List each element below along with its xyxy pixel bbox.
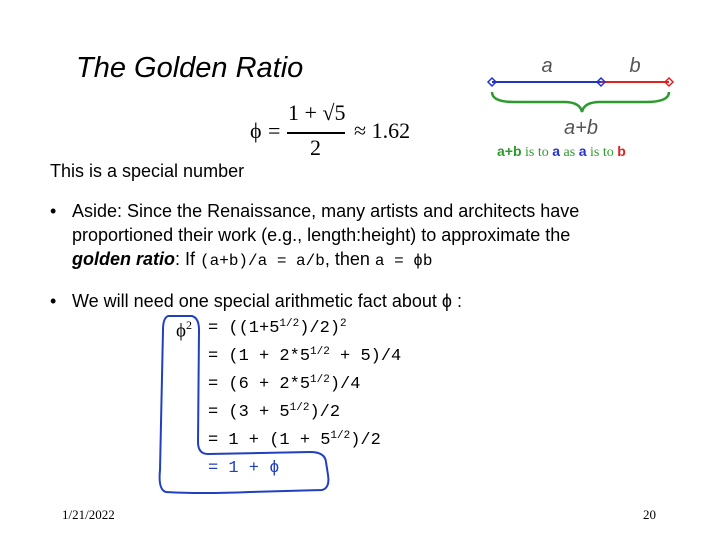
derivation-line: = $(6 + 2*5^{1/2})/4$ xyxy=(208,374,361,394)
caption-is-to: is to xyxy=(521,145,553,160)
intro-text: This is a special number xyxy=(50,161,245,181)
footer-date: 1/21/2022 xyxy=(62,507,115,522)
formula-numerator: 1 + √5 xyxy=(288,100,346,125)
derivation-final-line: = 1 + ϕ xyxy=(208,459,280,478)
bullet-line-1: Aside: Since the Renaissance, many artists and architects have xyxy=(72,201,580,221)
derivation-line: = $1 + (1 + 5^{1/2})/2$ xyxy=(208,430,381,450)
caption-is-to-2: is to xyxy=(586,145,618,160)
bullet-marker: • xyxy=(50,201,57,221)
code-ratio: (a+b)/a = a/b xyxy=(200,252,325,270)
footer-page-number: 20 xyxy=(643,507,656,522)
formula-equals: = xyxy=(268,118,281,143)
caption-a2: a xyxy=(578,143,587,159)
slide-title: The Golden Ratio xyxy=(76,52,304,84)
label-sum: a+b xyxy=(564,117,598,139)
label-b: b xyxy=(629,55,641,77)
code-a-phi-b: a = ϕb xyxy=(374,252,433,270)
formula-approx: ≈ 1.62 xyxy=(354,118,411,143)
golden-ratio-emphasis: golden ratio xyxy=(72,249,175,269)
bullet-mid-2: , then xyxy=(324,249,375,269)
derivation-line: = $(3 + 5^{1/2})/2$ xyxy=(208,402,341,422)
bullet-mid-1: : If xyxy=(175,249,201,269)
caption-a1: a xyxy=(552,143,561,159)
label-a: a xyxy=(541,55,553,77)
derivation-line: = $(1 + 2*5^{1/2} + 5)/4$ xyxy=(208,346,402,366)
bullet-text: We will need one special arithmetic fact about ϕ : xyxy=(72,291,462,311)
phi-squared-exponent: 2 xyxy=(186,318,193,332)
bullet-line-2: proportioned their work (e.g., length:height) to approximate the xyxy=(72,225,571,245)
derivation-line: = $((1+5^{1/2})/2)^2$ xyxy=(208,318,347,338)
bullet-marker: • xyxy=(50,291,57,311)
phi-symbol: ϕ xyxy=(250,118,262,143)
formula-denominator: 2 xyxy=(310,135,321,160)
caption-b: b xyxy=(617,143,626,159)
phi-squared-base: ϕ xyxy=(176,320,187,342)
caption-sum: a+b xyxy=(497,143,522,159)
caption-as: as xyxy=(560,145,579,160)
